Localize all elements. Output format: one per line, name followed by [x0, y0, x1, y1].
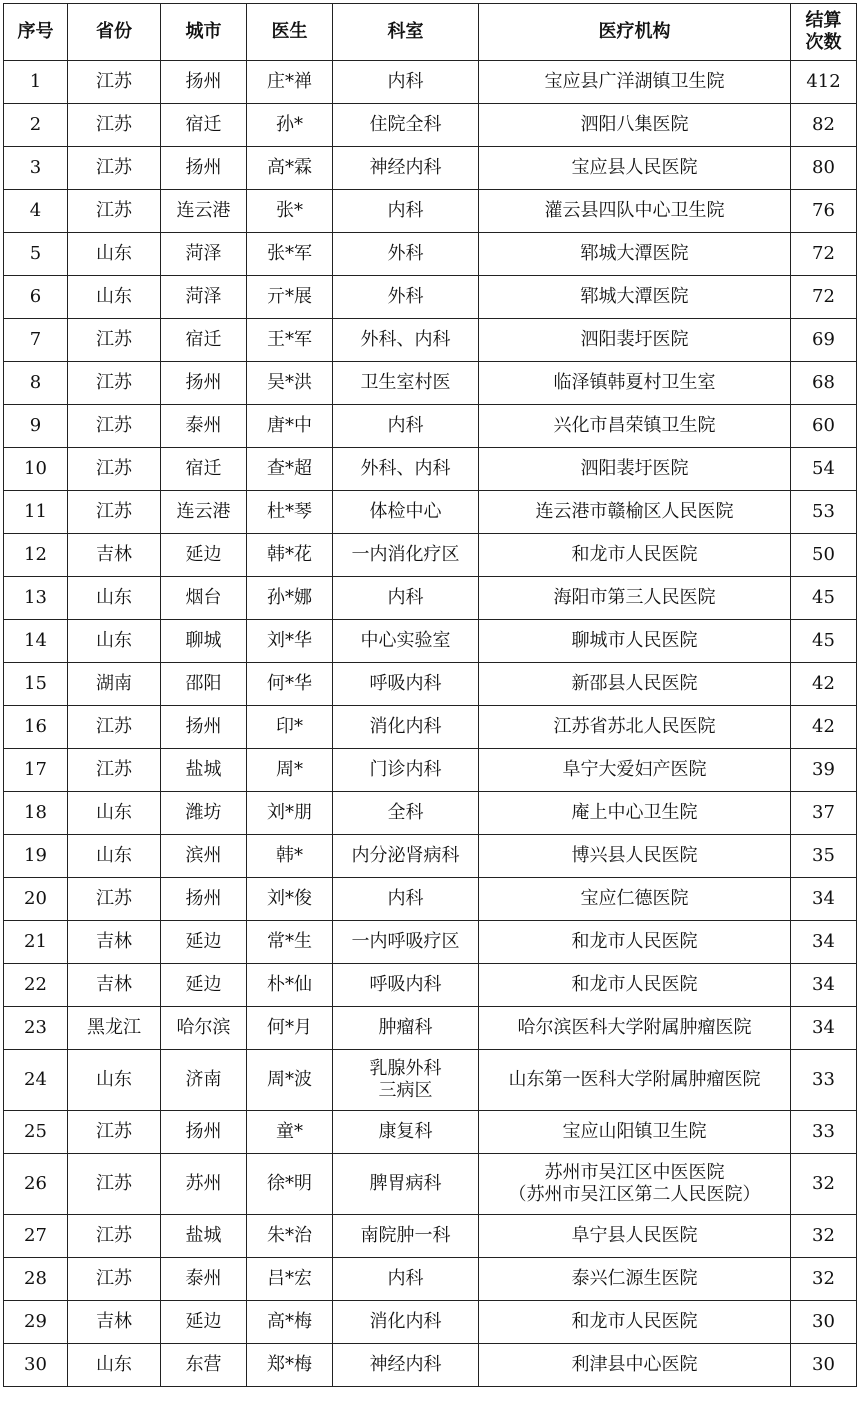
table-row	[4, 792, 857, 835]
cell-city: 扬州	[161, 61, 247, 104]
cell-province: 江苏	[68, 491, 161, 534]
cell-department: 内分泌肾病科	[333, 835, 479, 878]
cell-city: 菏泽	[161, 233, 247, 276]
header-department: 科室	[333, 4, 479, 61]
header-province: 省份	[68, 4, 161, 61]
cell-index: 23	[4, 1007, 68, 1050]
header-city: 城市	[161, 4, 247, 61]
cell-settlement-count: 45	[791, 577, 857, 620]
cell-doctor: 朴*仙	[247, 964, 333, 1007]
cell-department: 一内消化疗区	[333, 534, 479, 577]
cell-institution: 利津县中心医院	[479, 1344, 791, 1387]
cell-index: 25	[4, 1111, 68, 1154]
cell-settlement-count: 412	[791, 61, 857, 104]
table-row	[4, 1344, 857, 1387]
table-row	[4, 405, 857, 448]
cell-doctor: 亓*展	[247, 276, 333, 319]
cell-index: 9	[4, 405, 68, 448]
cell-city: 宿迁	[161, 104, 247, 147]
cell-department: 门诊内科	[333, 749, 479, 792]
cell-institution: 宝应县广洋湖镇卫生院	[479, 61, 791, 104]
cell-department: 内科	[333, 61, 479, 104]
cell-province: 江苏	[68, 1111, 161, 1154]
cell-doctor: 何*华	[247, 663, 333, 706]
table-row	[4, 1111, 857, 1154]
cell-province: 江苏	[68, 362, 161, 405]
cell-province: 山东	[68, 620, 161, 663]
cell-province: 湖南	[68, 663, 161, 706]
cell-settlement-count: 34	[791, 878, 857, 921]
table-row	[4, 1154, 857, 1215]
cell-settlement-count: 54	[791, 448, 857, 491]
cell-settlement-count: 68	[791, 362, 857, 405]
cell-index: 26	[4, 1154, 68, 1215]
cell-city: 滨州	[161, 835, 247, 878]
cell-settlement-count: 33	[791, 1050, 857, 1111]
cell-settlement-count: 39	[791, 749, 857, 792]
cell-index: 19	[4, 835, 68, 878]
cell-city: 潍坊	[161, 792, 247, 835]
cell-institution: 和龙市人民医院	[479, 921, 791, 964]
cell-department: 外科	[333, 276, 479, 319]
table-row	[4, 147, 857, 190]
cell-department: 脾胃病科	[333, 1154, 479, 1215]
cell-province: 江苏	[68, 104, 161, 147]
cell-institution: 连云港市赣榆区人民医院	[479, 491, 791, 534]
cell-department: 外科、内科	[333, 319, 479, 362]
cell-province: 山东	[68, 1344, 161, 1387]
cell-city: 邵阳	[161, 663, 247, 706]
cell-department: 康复科	[333, 1111, 479, 1154]
cell-institution: 临泽镇韩夏村卫生室	[479, 362, 791, 405]
cell-province: 江苏	[68, 1154, 161, 1215]
cell-settlement-count: 32	[791, 1215, 857, 1258]
cell-department: 内科	[333, 190, 479, 233]
cell-institution: 泰兴仁源生医院	[479, 1258, 791, 1301]
cell-institution: 和龙市人民医院	[479, 534, 791, 577]
cell-province: 江苏	[68, 1215, 161, 1258]
cell-city: 济南	[161, 1050, 247, 1111]
cell-city: 烟台	[161, 577, 247, 620]
table-row	[4, 706, 857, 749]
cell-department: 外科、内科	[333, 448, 479, 491]
cell-doctor: 刘*华	[247, 620, 333, 663]
header-doctor: 医生	[247, 4, 333, 61]
cell-city: 哈尔滨	[161, 1007, 247, 1050]
cell-department: 全科	[333, 792, 479, 835]
table-row	[4, 1215, 857, 1258]
cell-settlement-count: 34	[791, 1007, 857, 1050]
cell-index: 11	[4, 491, 68, 534]
table-row	[4, 1007, 857, 1050]
table-row	[4, 749, 857, 792]
table-row	[4, 878, 857, 921]
cell-settlement-count: 42	[791, 663, 857, 706]
cell-institution: 和龙市人民医院	[479, 1301, 791, 1344]
cell-city: 连云港	[161, 190, 247, 233]
cell-doctor: 查*超	[247, 448, 333, 491]
cell-index: 3	[4, 147, 68, 190]
cell-department: 南院肿一科	[333, 1215, 479, 1258]
cell-city: 延边	[161, 964, 247, 1007]
cell-institution: 山东第一医科大学附属肿瘤医院	[479, 1050, 791, 1111]
cell-institution: 和龙市人民医院	[479, 964, 791, 1007]
settlement-table	[3, 3, 857, 1387]
cell-index: 21	[4, 921, 68, 964]
table-row	[4, 620, 857, 663]
cell-settlement-count: 72	[791, 276, 857, 319]
cell-settlement-count: 53	[791, 491, 857, 534]
cell-city: 泰州	[161, 1258, 247, 1301]
cell-index: 8	[4, 362, 68, 405]
cell-doctor: 刘*朋	[247, 792, 333, 835]
cell-index: 7	[4, 319, 68, 362]
cell-index: 6	[4, 276, 68, 319]
header-settlement-count: 结算 次数	[791, 4, 857, 61]
cell-doctor: 何*月	[247, 1007, 333, 1050]
cell-province: 吉林	[68, 921, 161, 964]
cell-doctor: 杜*琴	[247, 491, 333, 534]
cell-department: 呼吸内科	[333, 964, 479, 1007]
cell-index: 5	[4, 233, 68, 276]
cell-institution: 宝应山阳镇卫生院	[479, 1111, 791, 1154]
cell-settlement-count: 32	[791, 1154, 857, 1215]
cell-province: 吉林	[68, 534, 161, 577]
cell-settlement-count: 45	[791, 620, 857, 663]
cell-institution: 海阳市第三人民医院	[479, 577, 791, 620]
table-row	[4, 61, 857, 104]
cell-department: 消化内科	[333, 706, 479, 749]
cell-department: 体检中心	[333, 491, 479, 534]
header-row	[4, 4, 857, 61]
cell-settlement-count: 33	[791, 1111, 857, 1154]
cell-index: 16	[4, 706, 68, 749]
table-row	[4, 104, 857, 147]
table-row	[4, 448, 857, 491]
cell-doctor: 刘*俊	[247, 878, 333, 921]
cell-city: 连云港	[161, 491, 247, 534]
table-row	[4, 1258, 857, 1301]
cell-institution: 泗阳裴圩医院	[479, 448, 791, 491]
cell-province: 吉林	[68, 964, 161, 1007]
cell-doctor: 韩*花	[247, 534, 333, 577]
cell-province: 江苏	[68, 319, 161, 362]
cell-department: 内科	[333, 405, 479, 448]
cell-doctor: 韩*	[247, 835, 333, 878]
cell-department: 住院全科	[333, 104, 479, 147]
cell-doctor: 周*	[247, 749, 333, 792]
cell-index: 12	[4, 534, 68, 577]
cell-department: 肿瘤科	[333, 1007, 479, 1050]
cell-index: 22	[4, 964, 68, 1007]
cell-doctor: 吕*宏	[247, 1258, 333, 1301]
cell-settlement-count: 69	[791, 319, 857, 362]
cell-city: 延边	[161, 1301, 247, 1344]
table-row	[4, 534, 857, 577]
cell-doctor: 常*生	[247, 921, 333, 964]
cell-institution: 阜宁大爱妇产医院	[479, 749, 791, 792]
cell-doctor: 张*	[247, 190, 333, 233]
cell-index: 4	[4, 190, 68, 233]
cell-settlement-count: 34	[791, 964, 857, 1007]
cell-settlement-count: 42	[791, 706, 857, 749]
cell-doctor: 徐*明	[247, 1154, 333, 1215]
cell-province: 黑龙江	[68, 1007, 161, 1050]
cell-city: 扬州	[161, 362, 247, 405]
cell-index: 2	[4, 104, 68, 147]
cell-city: 宿迁	[161, 319, 247, 362]
cell-city: 延边	[161, 534, 247, 577]
cell-institution: 宝应县人民医院	[479, 147, 791, 190]
cell-city: 盐城	[161, 749, 247, 792]
cell-settlement-count: 76	[791, 190, 857, 233]
cell-province: 山东	[68, 577, 161, 620]
cell-province: 吉林	[68, 1301, 161, 1344]
cell-settlement-count: 50	[791, 534, 857, 577]
header-index: 序号	[4, 4, 68, 61]
cell-index: 28	[4, 1258, 68, 1301]
cell-index: 13	[4, 577, 68, 620]
cell-city: 聊城	[161, 620, 247, 663]
table-body	[4, 61, 857, 1387]
table-row	[4, 1301, 857, 1344]
cell-institution: 兴化市昌荣镇卫生院	[479, 405, 791, 448]
cell-doctor: 王*军	[247, 319, 333, 362]
cell-province: 江苏	[68, 878, 161, 921]
cell-institution: 灌云县四队中心卫生院	[479, 190, 791, 233]
cell-province: 江苏	[68, 1258, 161, 1301]
cell-province: 山东	[68, 276, 161, 319]
cell-settlement-count: 34	[791, 921, 857, 964]
cell-doctor: 孙*娜	[247, 577, 333, 620]
cell-index: 27	[4, 1215, 68, 1258]
cell-institution: 江苏省苏北人民医院	[479, 706, 791, 749]
cell-doctor: 庄*禅	[247, 61, 333, 104]
cell-province: 江苏	[68, 190, 161, 233]
cell-department: 神经内科	[333, 1344, 479, 1387]
table-row	[4, 577, 857, 620]
cell-doctor: 高*霖	[247, 147, 333, 190]
table-row	[4, 835, 857, 878]
table-row	[4, 964, 857, 1007]
cell-settlement-count: 82	[791, 104, 857, 147]
cell-doctor: 郑*梅	[247, 1344, 333, 1387]
cell-doctor: 印*	[247, 706, 333, 749]
cell-settlement-count: 30	[791, 1301, 857, 1344]
cell-doctor: 吴*洪	[247, 362, 333, 405]
table-row	[4, 921, 857, 964]
cell-institution: 博兴县人民医院	[479, 835, 791, 878]
cell-department: 神经内科	[333, 147, 479, 190]
cell-city: 扬州	[161, 878, 247, 921]
cell-city: 扬州	[161, 1111, 247, 1154]
cell-settlement-count: 30	[791, 1344, 857, 1387]
cell-province: 江苏	[68, 706, 161, 749]
table-row	[4, 190, 857, 233]
cell-index: 10	[4, 448, 68, 491]
table-row	[4, 276, 857, 319]
cell-doctor: 周*波	[247, 1050, 333, 1111]
cell-department: 呼吸内科	[333, 663, 479, 706]
cell-institution: 郓城大潭医院	[479, 233, 791, 276]
cell-settlement-count: 35	[791, 835, 857, 878]
cell-institution: 泗阳八集医院	[479, 104, 791, 147]
cell-index: 24	[4, 1050, 68, 1111]
cell-province: 山东	[68, 835, 161, 878]
table-row	[4, 663, 857, 706]
cell-institution: 阜宁县人民医院	[479, 1215, 791, 1258]
cell-institution: 庵上中心卫生院	[479, 792, 791, 835]
cell-city: 扬州	[161, 706, 247, 749]
cell-department: 一内呼吸疗区	[333, 921, 479, 964]
cell-province: 江苏	[68, 749, 161, 792]
cell-doctor: 朱*治	[247, 1215, 333, 1258]
cell-city: 延边	[161, 921, 247, 964]
table-row	[4, 491, 857, 534]
cell-doctor: 高*梅	[247, 1301, 333, 1344]
cell-index: 17	[4, 749, 68, 792]
cell-department: 内科	[333, 577, 479, 620]
cell-city: 扬州	[161, 147, 247, 190]
table-row	[4, 319, 857, 362]
cell-doctor: 孙*	[247, 104, 333, 147]
cell-department: 卫生室村医	[333, 362, 479, 405]
cell-city: 苏州	[161, 1154, 247, 1215]
cell-index: 18	[4, 792, 68, 835]
cell-index: 30	[4, 1344, 68, 1387]
cell-city: 宿迁	[161, 448, 247, 491]
cell-institution: 宝应仁德医院	[479, 878, 791, 921]
cell-institution: 泗阳裴圩医院	[479, 319, 791, 362]
cell-settlement-count: 72	[791, 233, 857, 276]
cell-institution: 新邵县人民医院	[479, 663, 791, 706]
table-row	[4, 1050, 857, 1111]
cell-city: 泰州	[161, 405, 247, 448]
cell-department: 中心实验室	[333, 620, 479, 663]
cell-index: 29	[4, 1301, 68, 1344]
cell-institution: 苏州市吴江区中医医院 （苏州市吴江区第二人民医院）	[479, 1154, 791, 1215]
cell-city: 菏泽	[161, 276, 247, 319]
cell-settlement-count: 60	[791, 405, 857, 448]
cell-province: 江苏	[68, 405, 161, 448]
cell-province: 江苏	[68, 61, 161, 104]
cell-institution: 聊城市人民医院	[479, 620, 791, 663]
cell-settlement-count: 37	[791, 792, 857, 835]
cell-city: 盐城	[161, 1215, 247, 1258]
cell-doctor: 唐*中	[247, 405, 333, 448]
cell-doctor: 童*	[247, 1111, 333, 1154]
cell-doctor: 张*军	[247, 233, 333, 276]
cell-city: 东营	[161, 1344, 247, 1387]
cell-province: 山东	[68, 233, 161, 276]
cell-department: 外科	[333, 233, 479, 276]
cell-index: 15	[4, 663, 68, 706]
cell-province: 江苏	[68, 448, 161, 491]
cell-settlement-count: 80	[791, 147, 857, 190]
table-row	[4, 362, 857, 405]
cell-department: 乳腺外科 三病区	[333, 1050, 479, 1111]
cell-department: 消化内科	[333, 1301, 479, 1344]
cell-index: 14	[4, 620, 68, 663]
cell-province: 江苏	[68, 147, 161, 190]
cell-institution: 哈尔滨医科大学附属肿瘤医院	[479, 1007, 791, 1050]
cell-index: 20	[4, 878, 68, 921]
table-row	[4, 233, 857, 276]
cell-department: 内科	[333, 878, 479, 921]
cell-province: 山东	[68, 1050, 161, 1111]
cell-institution: 郓城大潭医院	[479, 276, 791, 319]
cell-province: 山东	[68, 792, 161, 835]
cell-department: 内科	[333, 1258, 479, 1301]
cell-settlement-count: 32	[791, 1258, 857, 1301]
header-institution: 医疗机构	[479, 4, 791, 61]
cell-index: 1	[4, 61, 68, 104]
